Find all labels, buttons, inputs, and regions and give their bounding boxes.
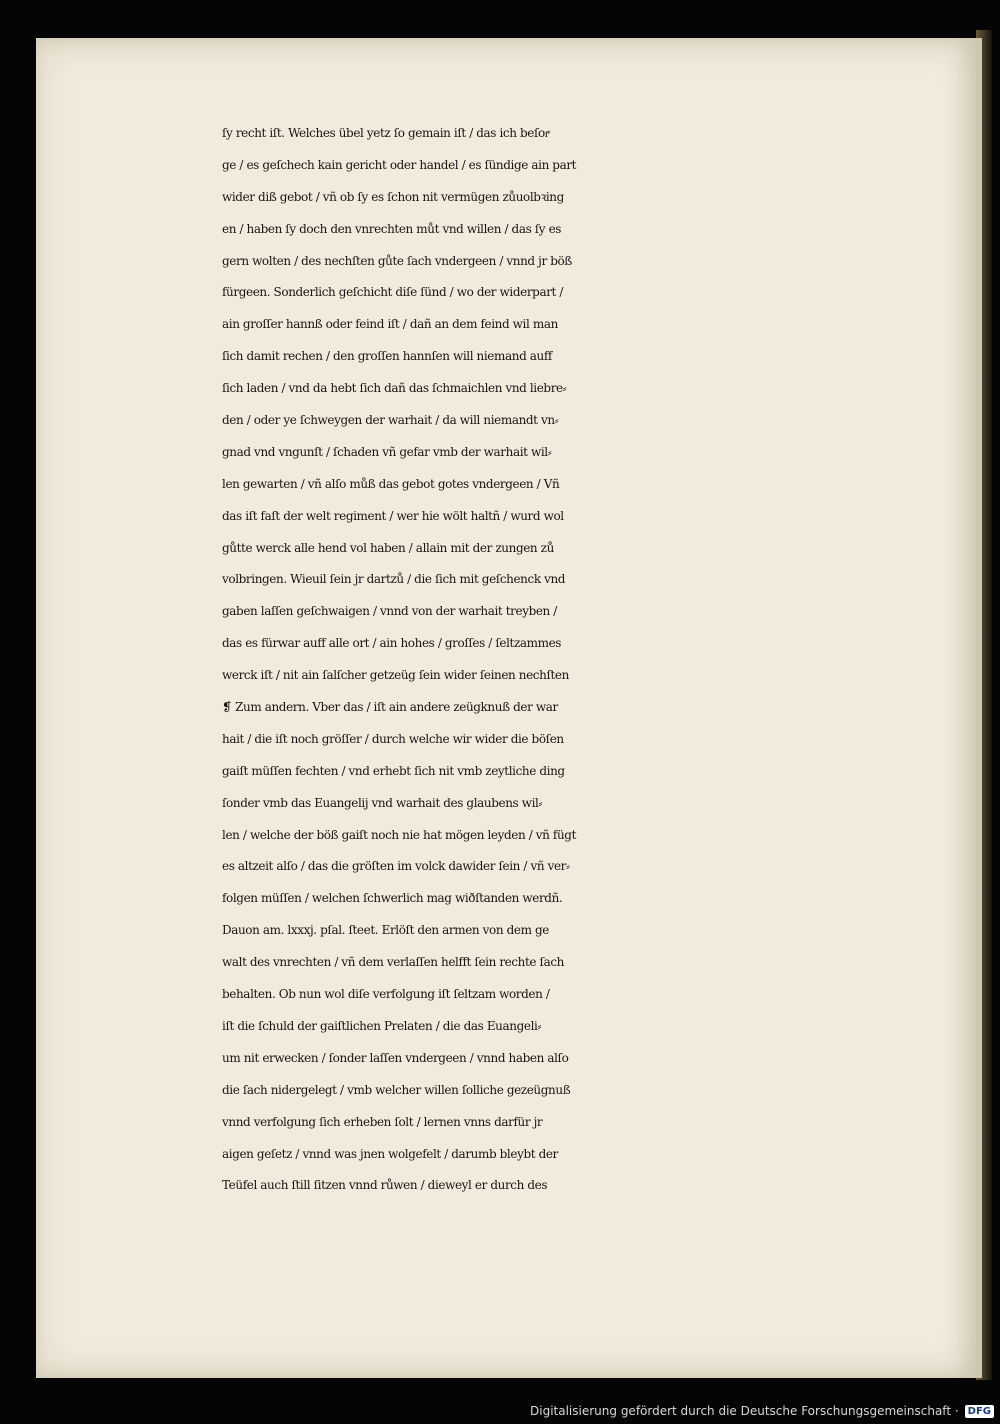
dfg-logo: DFG xyxy=(965,1405,994,1418)
text-line: gnad vnd vngunſt / ſchaden vñ gefar vmb der warhait wil⸗ xyxy=(222,444,552,459)
text-block xyxy=(222,118,932,1202)
text-line: ❡ Zum andern. Vber das / iſt ain andere zeügknuß der war xyxy=(222,700,558,715)
text-line: vnnd verfolgung ſich erheben ſolt / lernen vnns darfür jr xyxy=(222,1114,543,1129)
text-line: volbringen. Wieuil ſein jr dartzů / die ſich mit geſchenck vnd xyxy=(222,572,566,587)
text-line: gůtte werck alle hend vol haben / allain mit der zungen zů xyxy=(222,540,554,555)
text-line: wider diß gebot / vñ ob ſy es ſchon nit vermügen zůuolbꝛing xyxy=(222,189,564,204)
text-line: hait / die iſt noch gröſſer / durch welche wir wider die böſen xyxy=(222,731,564,746)
text-line: behalten. Ob nun wol diſe verfolgung iſt ſeltzam worden / xyxy=(222,987,550,1002)
text-line: ge / es geſchech kain gericht oder handel / es ſündige ain part xyxy=(222,157,577,172)
text-line: gaiſt müſſen fechten / vnd erhebt ſich nit vmb zeytliche ding xyxy=(222,763,565,778)
text-line: werck iſt / nit ain ſalſcher getzeüg ſein wider ſeinen nechſten xyxy=(222,668,569,683)
text-line: ſonder vmb das Euangelij vnd warhait des glaubens wil⸗ xyxy=(222,795,543,810)
text-line: en / haben ſy doch den vnrechten můt vnd willen / das ſy es xyxy=(222,221,562,236)
text-line: ſy recht iſt. Welches übel yetz ſo gemain iſt / das ich beſorͤ xyxy=(222,126,549,140)
text-line: ain groſſer hannß oder feind iſt / dañ an dem feind wil man xyxy=(222,317,558,332)
text-line: folgen müſſen / welchen ſchwerlich mag wiðſtanden werdñ. xyxy=(222,891,563,906)
text-line: das es fürwar auff alle ort / ain hohes / groſſes / ſeltzammes xyxy=(222,636,562,651)
funding-notice: Digitalisierung gefördert durch die Deutsche Forschungsgemeinschaft · xyxy=(530,1404,959,1418)
text-line: ſich damit rechen / den groſſen hannſen will niemand auff xyxy=(222,349,552,364)
text-line: gaben laſſen geſchwaigen / vnnd von der warhait treyben / xyxy=(222,604,557,619)
text-line: len / welche der böß gaiſt noch nie hat mögen leyden / vñ fügt xyxy=(222,827,576,842)
text-line: Teüfel auch ſtill ſitzen vnnd růwen / dieweyl er durch des xyxy=(222,1178,548,1193)
text-line: aigen geſetz / vnnd was jnen wolgefelt / darumb bleybt der xyxy=(222,1146,558,1161)
text-line: iſt die ſchuld der gaiſtlichen Prelaten / die das Euangeli⸗ xyxy=(222,1018,542,1033)
text-line: die ſach nidergelegt / vmb welcher willen ſolliche gezeügnuß xyxy=(222,1082,571,1097)
text-line: walt des vnrechten / vñ dem verlaſſen helfft ſein rechte ſach xyxy=(222,955,564,970)
text-line: den / oder ye ſchweygen der warhait / da will niemandt vn⸗ xyxy=(222,413,559,428)
text-line: gern wolten / des nechſten gůte ſach vndergeen / vnnd jr böß xyxy=(222,253,572,268)
text-line: fürgeen. Sonderlich geſchicht diſe ſünd / wo der widerpart / xyxy=(222,285,564,300)
footer xyxy=(530,1400,994,1422)
text-line: Dauon am. lxxxj. pſal. ſteet. Erlöſt den armen von dem ge xyxy=(222,923,549,938)
text-line: um nit erwecken / ſonder laſſen vndergeen / vnnd haben alſo xyxy=(222,1050,569,1065)
text-line: das iſt faſt der welt regiment / wer hie wölt haltñ / wurd wol xyxy=(222,508,564,523)
text-line: len gewarten / vñ alſo můß das gebot gotes vndergeen / Vñ xyxy=(222,476,560,491)
text-line: es altzeit alſo / das die gröſten im volck dawider ſein / vñ ver⸗ xyxy=(222,859,570,874)
text-line: ſich laden / vnd da hebt ſich dañ das ſchmaichlen vnd liebre⸗ xyxy=(222,381,567,396)
